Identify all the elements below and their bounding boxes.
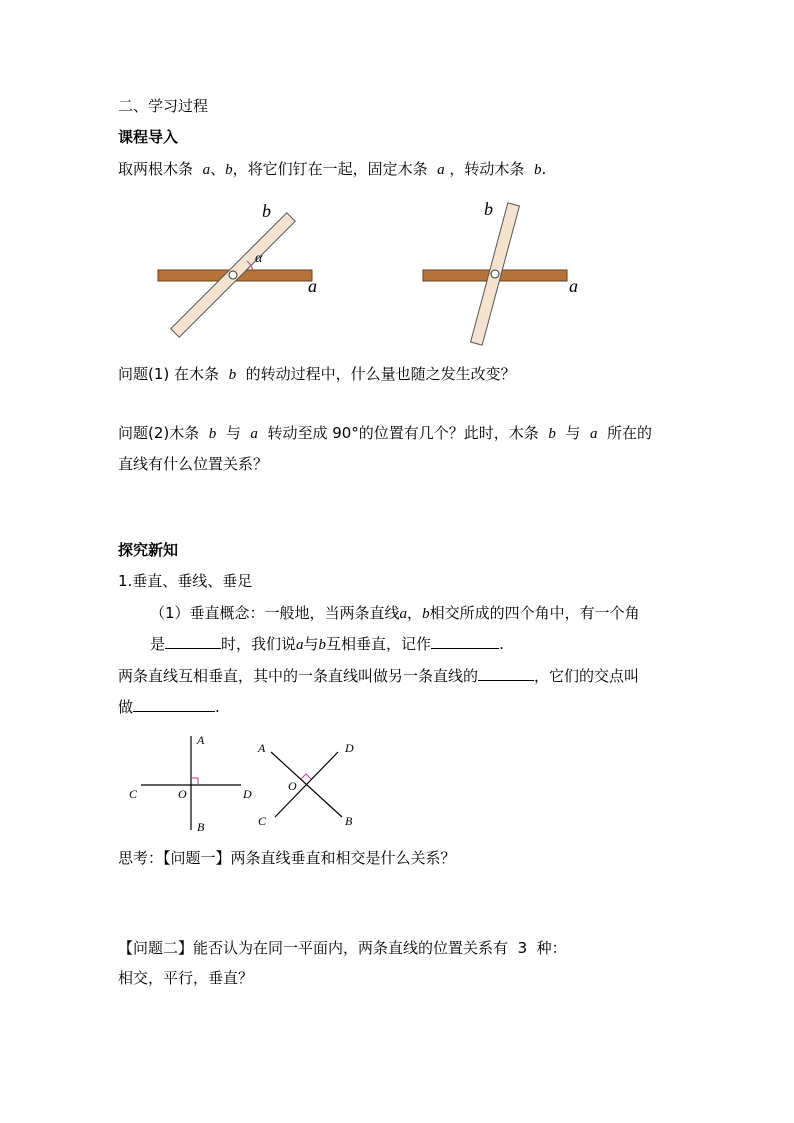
label-A: A <box>258 741 266 755</box>
label-a: a <box>569 276 578 296</box>
blank-perpendicular[interactable] <box>478 665 534 681</box>
label-C: C <box>258 814 267 828</box>
label-b: b <box>484 199 493 219</box>
label-b: b <box>262 201 271 221</box>
definition-line-4: 做 . <box>118 698 220 716</box>
label-O: O <box>288 779 297 793</box>
right-angle-mark <box>191 778 198 785</box>
intro-title: 课程导入 <box>118 128 179 146</box>
question-two: 【问题二】能否认为在同一平面内，两条直线的位置关系有 3 种： <box>118 939 567 957</box>
wood-figure-rotated <box>150 195 330 340</box>
question-1: 问题(1) 在木条 b 的转动过程中，什么量也随之发生改变？ <box>118 365 516 383</box>
blank-foot[interactable] <box>133 696 215 712</box>
blank-angle[interactable] <box>165 633 221 649</box>
question-2-continued: 直线有什么位置关系？ <box>118 455 269 473</box>
label-D: D <box>243 787 252 801</box>
label-A: A <box>197 733 205 747</box>
label-O: O <box>178 787 187 801</box>
pivot-nail <box>229 271 237 279</box>
blank-notation[interactable] <box>431 633 499 649</box>
definition-line-3: 两条直线互相垂直，其中的一条直线叫做另一条直线的 ，它们的交点叫 <box>118 667 640 685</box>
line-CD <box>275 752 338 817</box>
definition-line-2: 是 时，我们说a与b互相垂直，记作 . <box>150 635 504 653</box>
intro-paragraph: 取两根木条 a、b，将它们钉在一起，固定木条 a ，转动木条 b. <box>118 160 547 178</box>
label-B: B <box>345 814 353 828</box>
explore-subtitle: 1.垂直、垂线、垂足 <box>118 572 253 590</box>
question-2: 问题(2)木条 b 与 a 转动至成 90°的位置有几个？此时，木条 b 与 a 所在的 <box>118 424 653 442</box>
label-B: B <box>197 820 205 834</box>
label-a: a <box>308 276 317 296</box>
wood-figure-near-perpendicular <box>415 195 595 355</box>
perpendicular-figure-diagonal <box>250 735 370 835</box>
definition-line-1: （1）垂直概念：一般地，当两条直线a，b相交所成的四个角中，有一个角 <box>150 604 640 622</box>
label-D: D <box>345 741 354 755</box>
perpendicular-figure-upright <box>125 728 260 838</box>
think-question: 思考：【问题一】两条直线垂直和相交是什么关系？ <box>118 849 456 867</box>
explore-title: 探究新知 <box>118 541 179 559</box>
angle-label: α <box>255 251 263 266</box>
question-two-continued: 相交，平行，垂直？ <box>118 969 254 987</box>
section-heading: 二、学习过程 <box>118 97 209 115</box>
label-C: C <box>129 787 138 801</box>
pivot-nail <box>491 270 499 278</box>
right-angle-mark <box>301 774 311 779</box>
